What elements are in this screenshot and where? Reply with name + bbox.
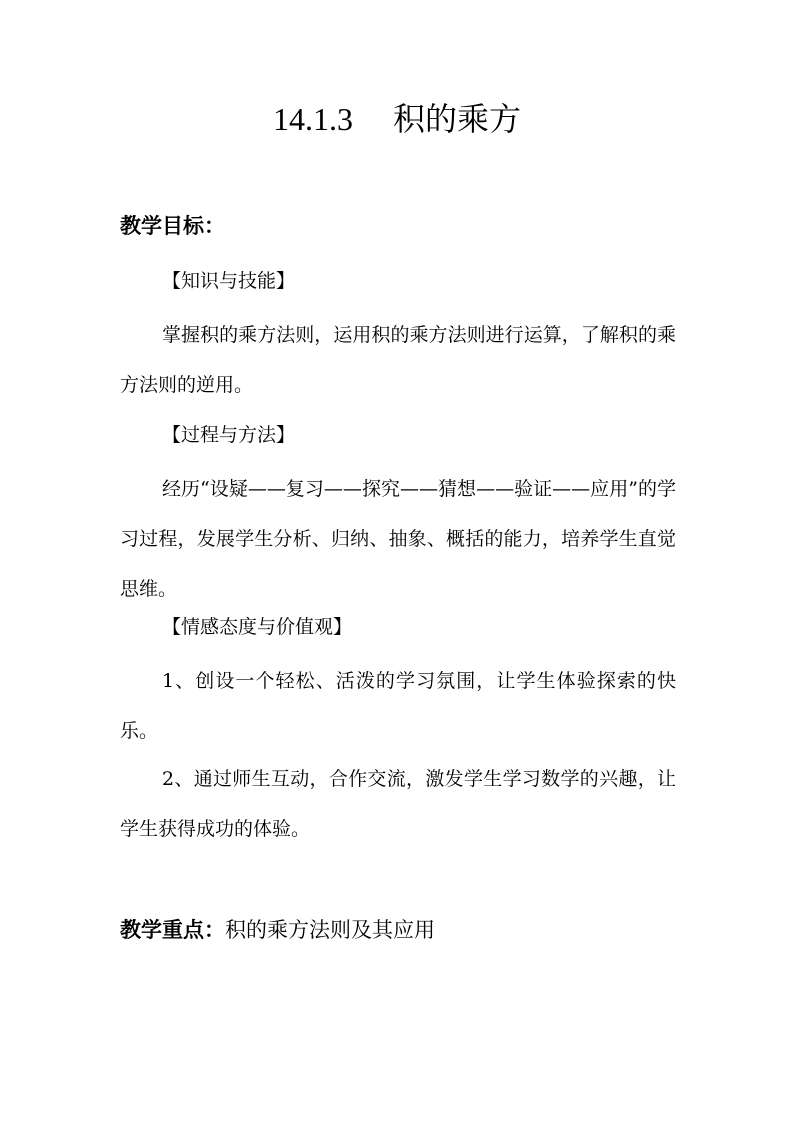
key-point-text: 积的乘方法则及其应用 <box>225 918 435 942</box>
knowledge-skills-paragraph: 掌握积的乘方法则，运用积的乘方法则进行运算，了解积的乘方法则的逆用。 <box>120 324 676 396</box>
emotion-values-item-1: 1、创设一个轻松、活泼的学习氛围，让学生体验探索的快乐。 <box>120 670 676 742</box>
emotion-values-label: 【情感态度与价值观】 <box>162 616 353 638</box>
process-method-label: 【过程与方法】 <box>162 424 296 446</box>
objectives-heading: 教学目标： <box>120 213 225 238</box>
process-method-paragraph: 经历“设疑——复习——探究——猜想——验证——应用”的学习过程，发展学生分析、归纳、抽象、概括的能力，培养学生直觉思维。 <box>120 478 676 600</box>
key-point-heading: 教学重点： <box>120 917 225 942</box>
section-number: 14.1.3 <box>272 101 353 137</box>
key-point-line <box>120 915 435 945</box>
section-title: 积的乘方 <box>392 100 521 138</box>
knowledge-skills-label: 【知识与技能】 <box>162 270 296 292</box>
emotion-values-item-2: 2、通过师生互动，合作交流，激发学生学习数学的兴趣，让学生获得成功的体验。 <box>120 768 676 840</box>
page-title <box>0 97 794 141</box>
